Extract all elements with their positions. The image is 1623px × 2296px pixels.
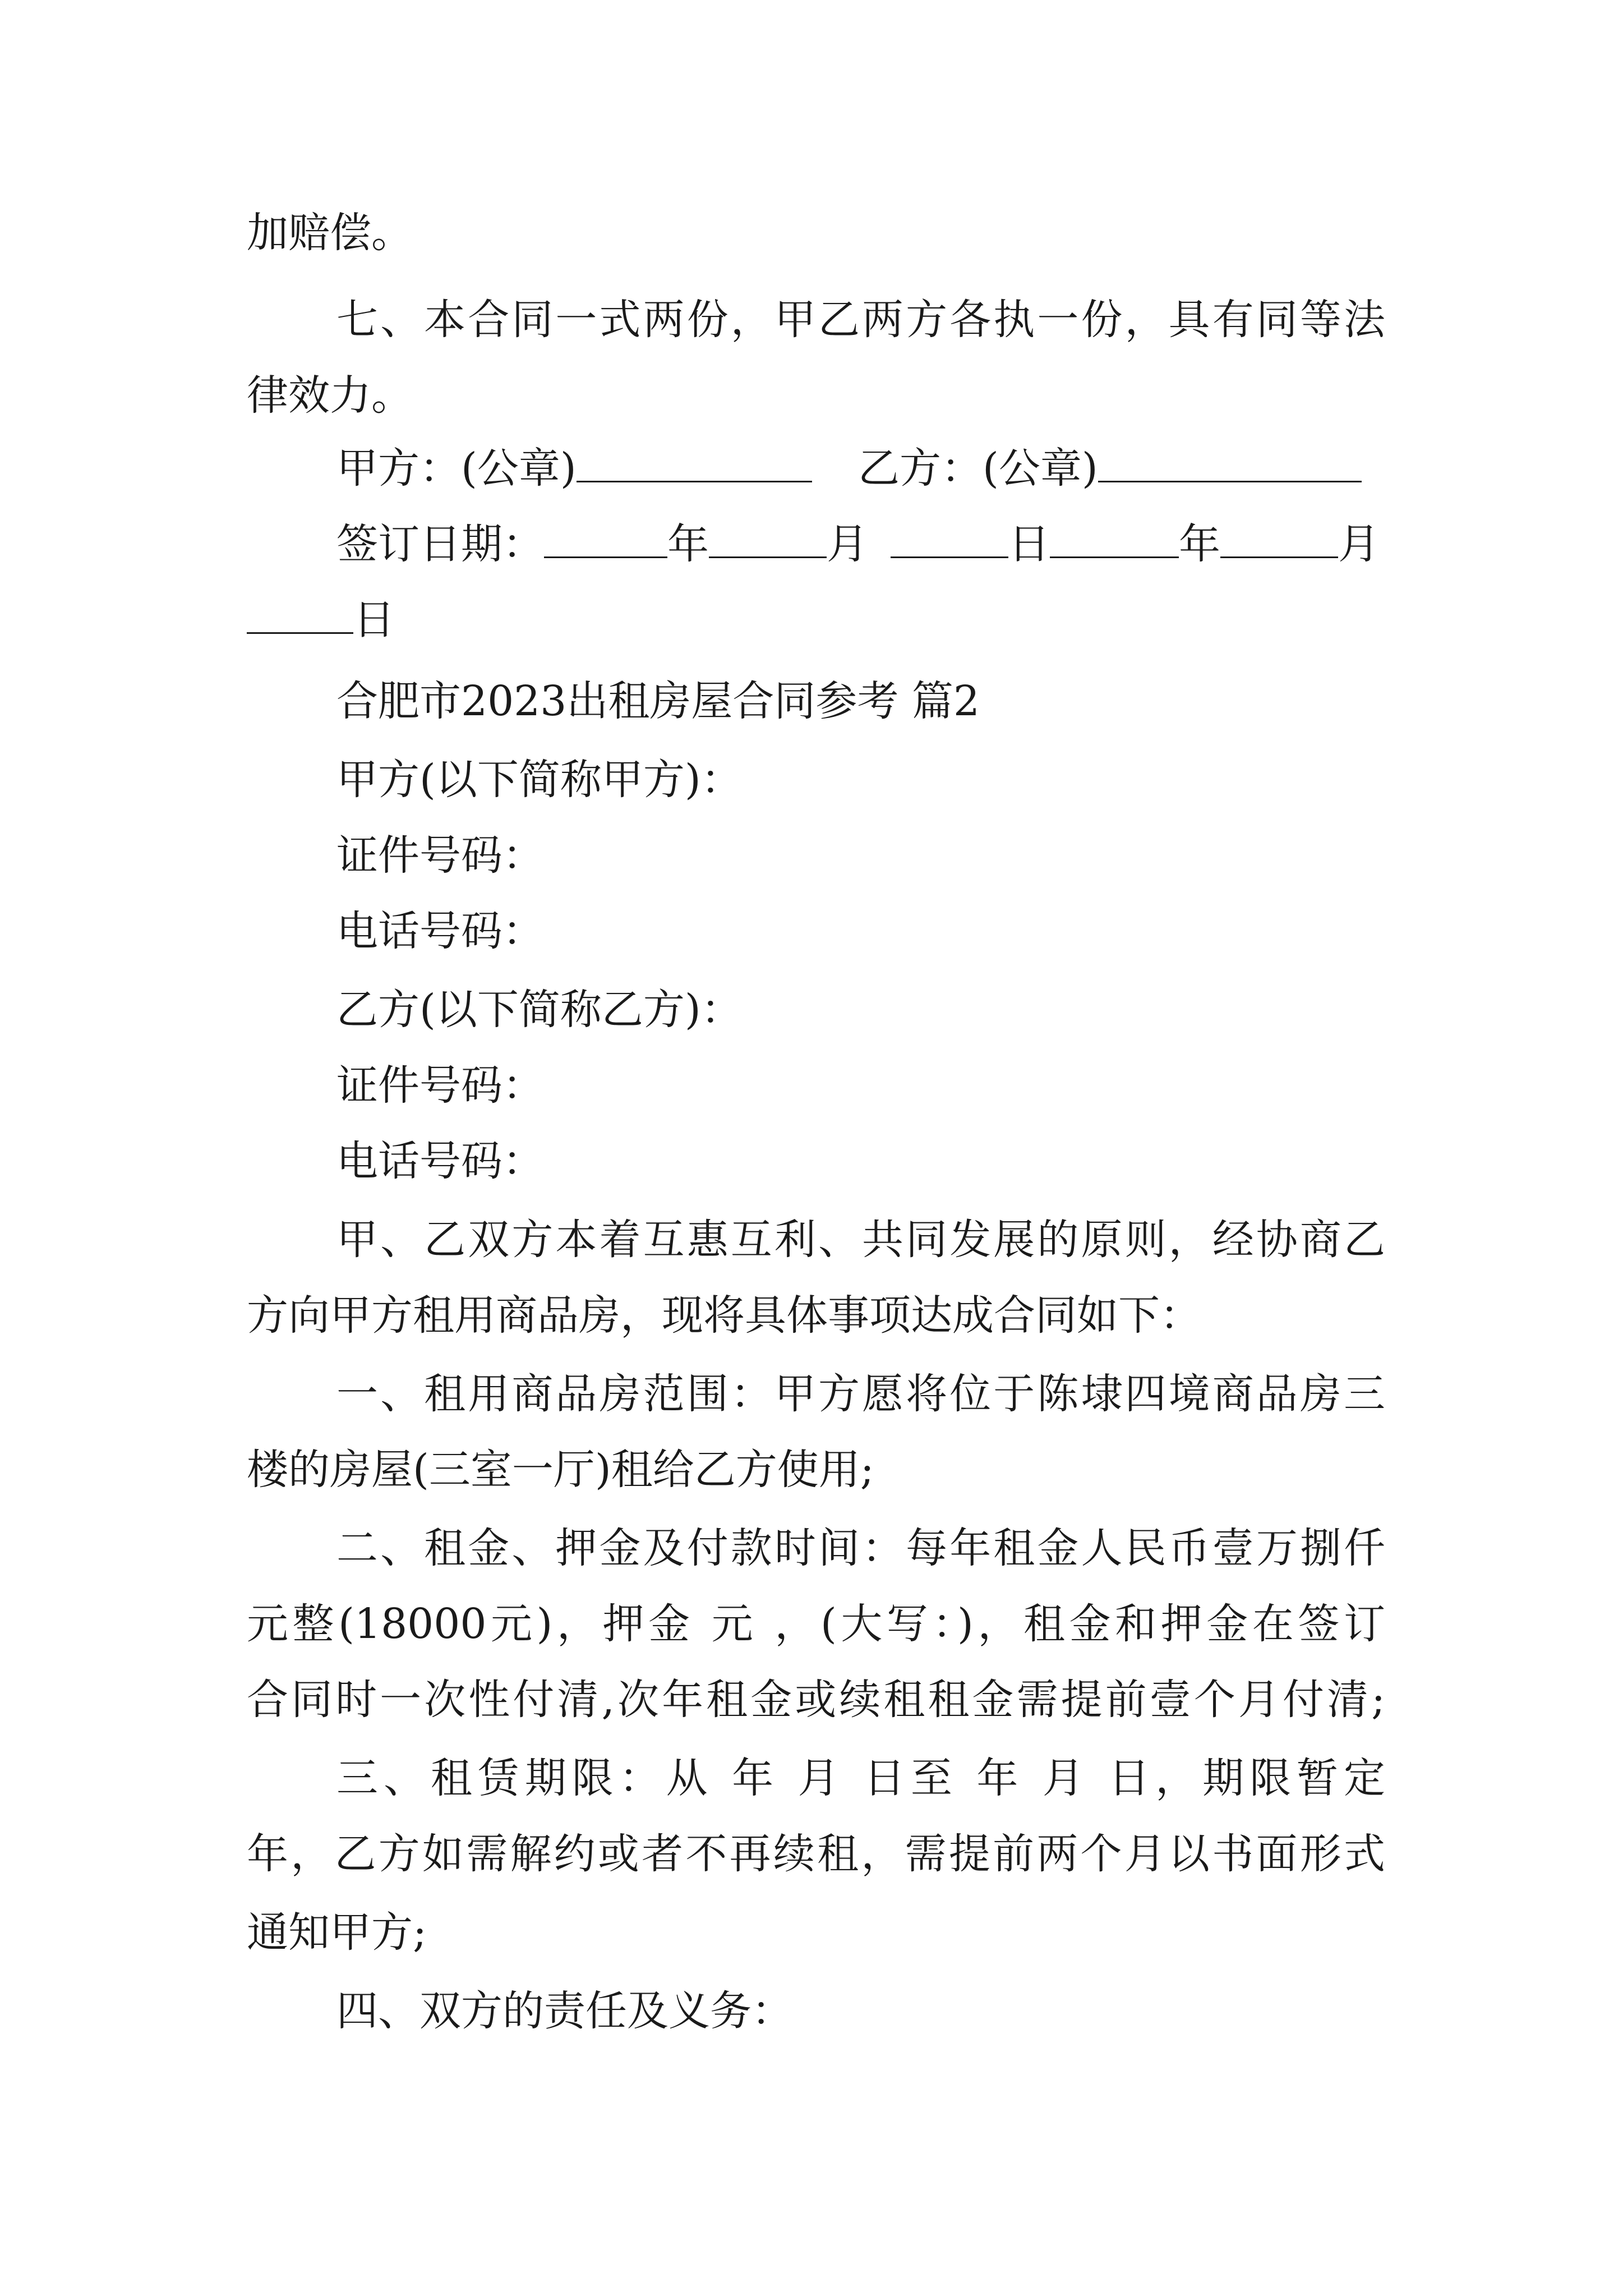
party-b-signature-label: 乙方：(公章) [858,444,1098,493]
date-blank [1220,512,1338,558]
intro-paragraph-line-2: 方向甲方租用商品房，现将具体事项达成合同如下： [247,1291,1201,1340]
party-a-signature-label: 甲方：(公章) [336,444,577,493]
day-label: 日 [1008,520,1050,568]
date-blank [544,512,667,558]
clause-3-line-2: 年，乙方如需解约或者不再续租，需提前两个月以书面形式 [247,1830,1385,1878]
party-a-id-line: 证件号码： [336,831,544,880]
party-a-phone-line: 电话号码： [336,907,544,955]
text-line: 加赔偿。 [247,209,413,257]
year-label: 年 [1179,520,1220,568]
clause-3-line-1: 三、租赁期限：从 年 月 日至 年 月 日，期限暂定 [336,1754,1385,1802]
party-b-signature [858,435,1362,502]
party-a-line: 甲方(以下简称甲方)： [336,756,743,804]
clause-2-line-2: 元整(18000元)，押金 元 ，(大写：)，租金和押金在签订 [247,1600,1385,1648]
clause-2-line-3: 合同时一次性付清,次年租金或续租租金需提前壹个月付清; [247,1676,1385,1724]
section-title: 合肥市2023出租房屋合同参考 篇2 [336,677,980,725]
signature-blank [1098,436,1362,482]
clause-2-line-1: 二、租金、押金及付款时间：每年租金人民币壹万捌仟 [336,1524,1385,1572]
party-b-id-line: 证件号码： [336,1061,544,1110]
clause-1-line-1: 一、租用商品房范围：甲方愿将位于陈埭四境商品房三 [336,1370,1385,1418]
intro-paragraph-line-1: 甲、乙双方本着互惠互利、共同发展的原则，经协商乙 [336,1216,1385,1264]
month-label: 月 [827,520,868,568]
date-blank [247,587,353,634]
date-blank [709,512,827,558]
sign-date-row-continued [247,586,1385,654]
month-label: 月 [1338,520,1380,568]
party-a-signature [336,435,812,502]
clause-4-heading: 四、双方的责任及义务： [336,1987,793,2035]
signature-row [336,435,1385,502]
party-b-phone-line: 电话号码： [336,1137,544,1185]
year-label: 年 [667,520,709,568]
sign-date-row [336,510,1385,578]
party-b-line: 乙方(以下简称乙方)： [336,986,743,1034]
clause-7-line-1: 七、本合同一式两份，甲乙两方各执一份，具有同等法 [336,296,1385,344]
day-label: 日 [353,596,395,644]
clause-1-line-2: 楼的房屋(三室一厅)租给乙方使用; [247,1446,874,1494]
clause-3-line-3: 通知甲方; [247,1908,427,1957]
signature-blank [577,436,812,482]
sign-date-label: 签订日期： [336,520,544,568]
date-blank [1050,512,1179,558]
date-blank [891,512,1008,558]
clause-7-line-2: 律效力。 [247,371,413,420]
